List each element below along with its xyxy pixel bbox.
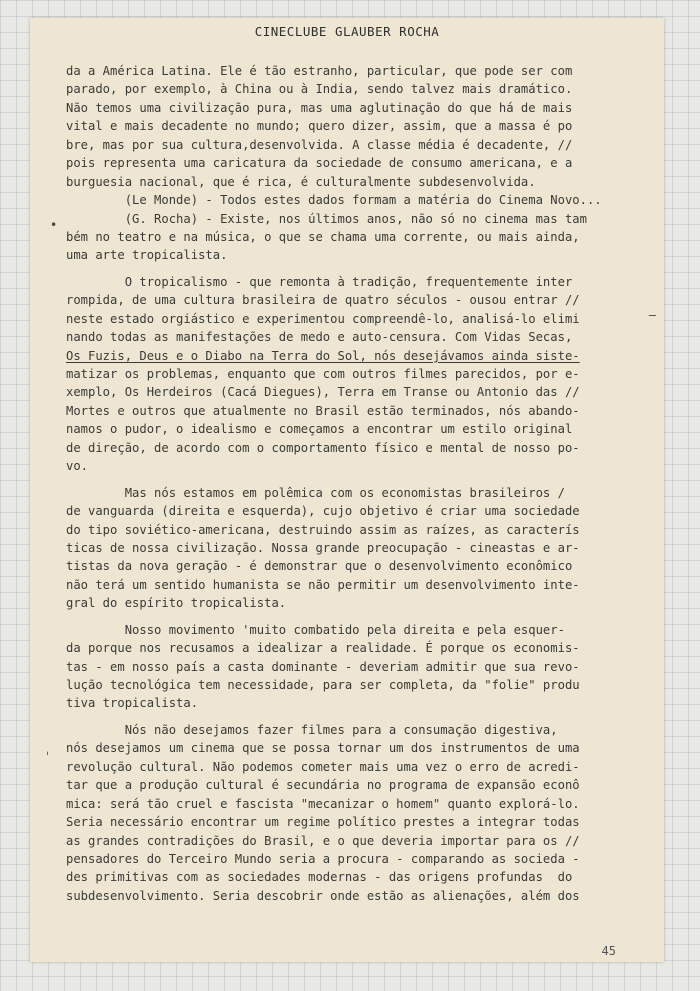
- text-line: vital e mais decadente no mundo; quero dizer, assim, que a massa é po: [66, 119, 573, 134]
- text-line: nós desejamos um cinema que se possa tornar um dos instrumentos de uma: [66, 741, 580, 756]
- text-line: neste estado orgiástico e experimentou compreendê-lo, analisá-lo elimi: [66, 311, 580, 326]
- text-line: as grandes contradições do Brasil, e o que deveria importar para os //: [66, 833, 580, 848]
- text-line: ticas de nossa civilização. Nossa grande preocupação - cineastas e ar-: [66, 540, 580, 555]
- text-line: lução tecnológica tem necessidade, para ser completa, da "folie" produ: [66, 678, 580, 692]
- text-line: matizar os problemas, enquanto que com outros filmes parecidos, por e-: [66, 367, 580, 381]
- page-header: CINECLUBE GLAUBER ROCHA: [254, 24, 440, 39]
- text-line: bre, mas por sua cultura,desenvolvida. A classe média é decadente, //: [66, 137, 573, 152]
- text-line: mica: será tão cruel e fascista "mecanizar o homem" quanto explorá-lo.: [66, 796, 580, 811]
- text-line: pois representa uma caricatura da sociedade de consumo americana, e a: [66, 156, 573, 171]
- margin-mark-left: •: [50, 218, 58, 232]
- text-line: Não temos uma civilização pura, mas uma aglutinação do que há de mais: [66, 100, 573, 115]
- document-body: [66, 62, 646, 905]
- text-line: subdesenvolvimento. Seria descobrir onde estão as alienações, além dos: [66, 888, 580, 903]
- text-line: (Le Monde) - Todos estes dados formam a matéria do Cinema Novo...: [66, 193, 602, 208]
- margin-mark-right: —: [648, 308, 656, 322]
- text-line: Seria necessário encontrar um regime político prestes a integrar todas: [66, 815, 580, 830]
- text-line: Mortes e outros que atualmente no Brasil estão terminados, nós abando-: [66, 403, 580, 418]
- text-line: de direção, de acordo com o comportamento físico e mental de nosso po-: [66, 440, 580, 455]
- text-line: nando todas as manifestações de medo e auto-censura. Com Vidas Secas,: [66, 330, 573, 345]
- page-number: 45: [601, 944, 616, 958]
- text-line: vo.: [66, 459, 89, 474]
- text-line: Nosso movimento 'muito combatido pela direita e pela esquer-: [66, 622, 565, 637]
- text-line: do tipo soviético-americana, destruindo assim as raízes, as caracterís: [66, 522, 580, 537]
- text-line: tas - em nosso país a casta dominante - deveriam admitir que sua revo-: [66, 659, 580, 674]
- text-line: tistas da nova geração - é demonstrar que o desenvolvimento econômico: [66, 559, 573, 574]
- text-line: de vanguarda (direita e esquerda), cujo objetivo é criar uma sociedade: [66, 504, 580, 519]
- text-line: des primitivas com as sociedades modernas - das origens profundas do: [66, 870, 573, 885]
- text-line: pensadores do Terceiro Mundo seria a procura - comparando as socieda -: [66, 851, 580, 866]
- text-line: bém no teatro e na música, o que se chama uma corrente, ou mais ainda,: [66, 229, 580, 244]
- text-line: uma arte tropicalista.: [66, 248, 228, 263]
- text-line: gral do espírito tropicalista.: [66, 596, 287, 611]
- text-line: O tropicalismo - que remonta à tradição, frequentemente inter: [66, 274, 573, 289]
- text-line: burguesia nacional, que é rica, é culturalmente subdesenvolvida.: [66, 174, 536, 189]
- text-line: namos o pudor, o idealismo e começamos a encontrar um estilo original: [66, 422, 573, 437]
- text-line: tar que a produção cultural é secundária no programa de expansão econô: [66, 778, 580, 793]
- text-line: Mas nós estamos em polêmica com os economistas brasileiros /: [66, 485, 565, 500]
- margin-mark-left-lower: ˌ: [44, 742, 52, 756]
- text-line: (G. Rocha) - Existe, nos últimos anos, não só no cinema mas tam: [66, 211, 587, 226]
- text-line: Nós não desejamos fazer filmes para a consumação digestiva,: [66, 722, 558, 737]
- text-line: revolução cultural. Não podemos cometer mais uma vez o erro de acredi-: [66, 759, 580, 774]
- text-line: tiva tropicalista.: [66, 696, 199, 711]
- text-line: da a América Latina. Ele é tão estranho, particular, que pode ser com: [66, 64, 573, 78]
- text-line: xemplo, Os Herdeiros (Cacá Diegues), Terra em Transe ou Antonio das //: [66, 385, 580, 400]
- text-line: da porque nos recusamos a idealizar a realidade. É porque os economis-: [66, 641, 580, 656]
- text-line: Os Fuzis, Deus e o Diabo na Terra do Sol, nós desejávamos ainda siste-: [66, 348, 580, 363]
- typewritten-page: [30, 18, 664, 962]
- text-line: parado, por exemplo, à China ou à India, sendo talvez mais dramático.: [66, 82, 573, 97]
- text-line: não terá um sentido humanista se não permitir um desenvolvimento inte-: [66, 577, 580, 592]
- text-line: rompida, de uma cultura brasileira de quatro séculos - ousou entrar //: [66, 293, 580, 308]
